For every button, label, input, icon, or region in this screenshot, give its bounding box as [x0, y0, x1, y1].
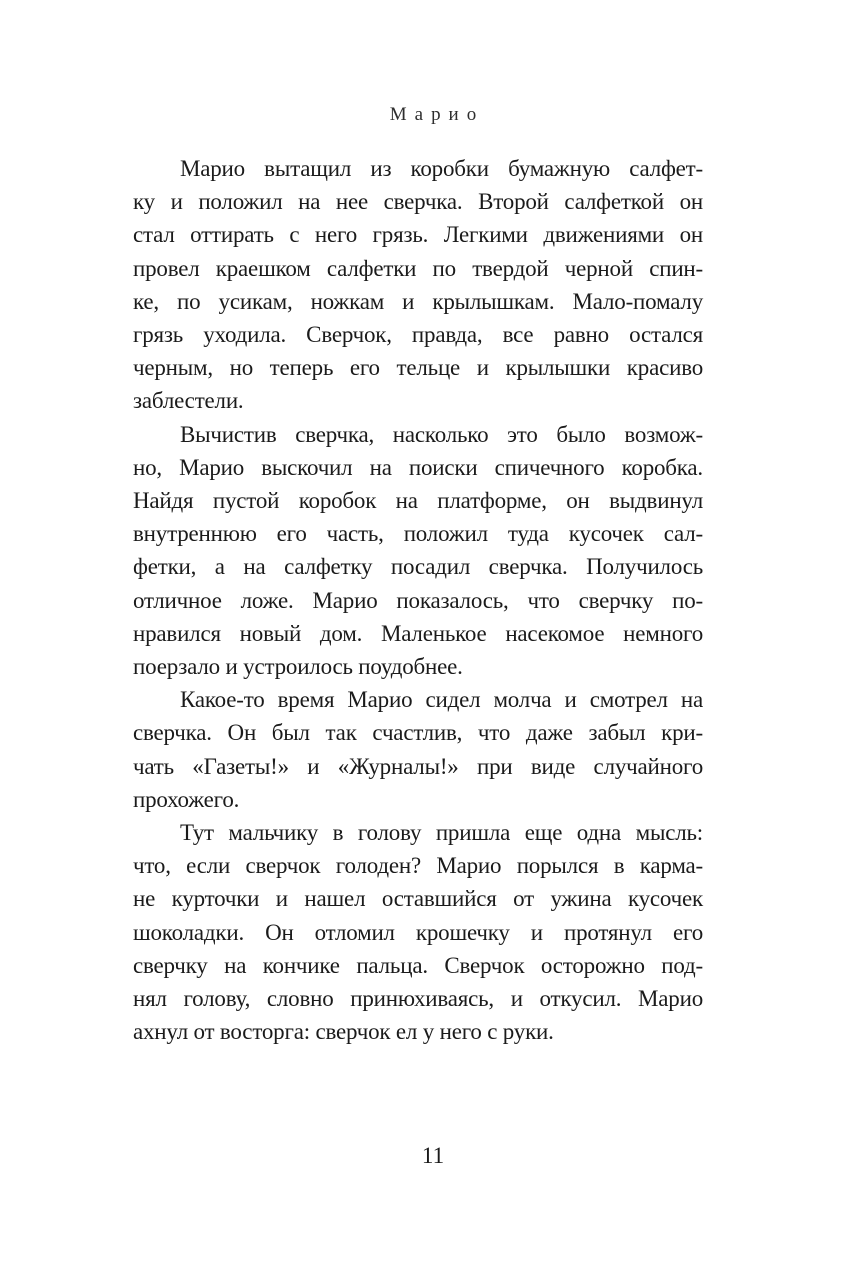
text-line: поерзало и устроилось поудобнее.	[133, 654, 463, 680]
paragraph	[133, 816, 703, 1048]
text-line: Марио вытащил из коробки бумажную салфет-	[180, 156, 703, 181]
text-line: внутреннюю его часть, положил туда кусочек сал-	[133, 521, 703, 547]
text-body	[133, 152, 703, 1048]
page-number: 11	[421, 1143, 445, 1168]
paragraph	[133, 683, 703, 816]
text-line: нравился новый дом. Маленькое насекомое немного	[133, 620, 703, 646]
text-line: что, если сверчок голоден? Марио порылся в карма-	[133, 853, 703, 879]
text-line: но, Марио выскочил на поиски спичечного коробка.	[133, 454, 703, 480]
text-line: Тут мальчику в голову пришла еще одна мысль:	[180, 820, 703, 846]
text-line: нял голову, словно принюхиваясь, и откусил. Марио	[133, 986, 703, 1012]
text-line: Какое-то время Марио сидел молча и смотрел на	[180, 687, 703, 713]
chapter-running-title: Марио	[389, 104, 485, 125]
text-line: ахнул от восторга: сверчок ел у него с руки.	[133, 1019, 554, 1045]
text-line: стал оттирать с него грязь. Легкими движениями он	[133, 222, 703, 248]
text-line: сверчку на кончике пальца. Сверчок осторожно под-	[133, 952, 703, 978]
text-line: Найдя пустой коробок на платформе, он выдвинул	[133, 488, 703, 514]
text-line: чать «Газеты!» и «Журналы!» при виде случайного	[133, 753, 703, 779]
text-line: отличное ложе. Марио показалось, что сверчку по-	[133, 587, 703, 613]
text-line: шоколадки. Он отломил крошечку и протянул его	[133, 919, 703, 945]
paragraph	[133, 152, 703, 418]
text-line: грязь уходила. Сверчок, правда, все равно остался	[133, 322, 703, 348]
text-line: заблестели.	[133, 388, 244, 414]
text-line: ке, по усикам, ножкам и крылышкам. Мало-помалу	[133, 288, 703, 314]
text-line: ку и положил на нее сверчка. Второй салфеткой он	[133, 189, 703, 215]
text-line: фетки, а на салфетку посадил сверчка. Получилось	[133, 554, 703, 580]
text-line: прохожего.	[133, 786, 240, 812]
text-line: провел краешком салфетки по твердой черной спин-	[133, 255, 703, 281]
text-line: сверчка. Он был так счастлив, что даже забыл кри-	[133, 720, 703, 746]
paragraph	[133, 418, 703, 684]
text-line: черным, но теперь его тельце и крылышки красиво	[133, 355, 703, 381]
text-line: Вычистив сверчка, насколько это было возмож-	[180, 421, 703, 447]
text-line: не курточки и нашел оставшийся от ужина кусочек	[133, 886, 703, 912]
